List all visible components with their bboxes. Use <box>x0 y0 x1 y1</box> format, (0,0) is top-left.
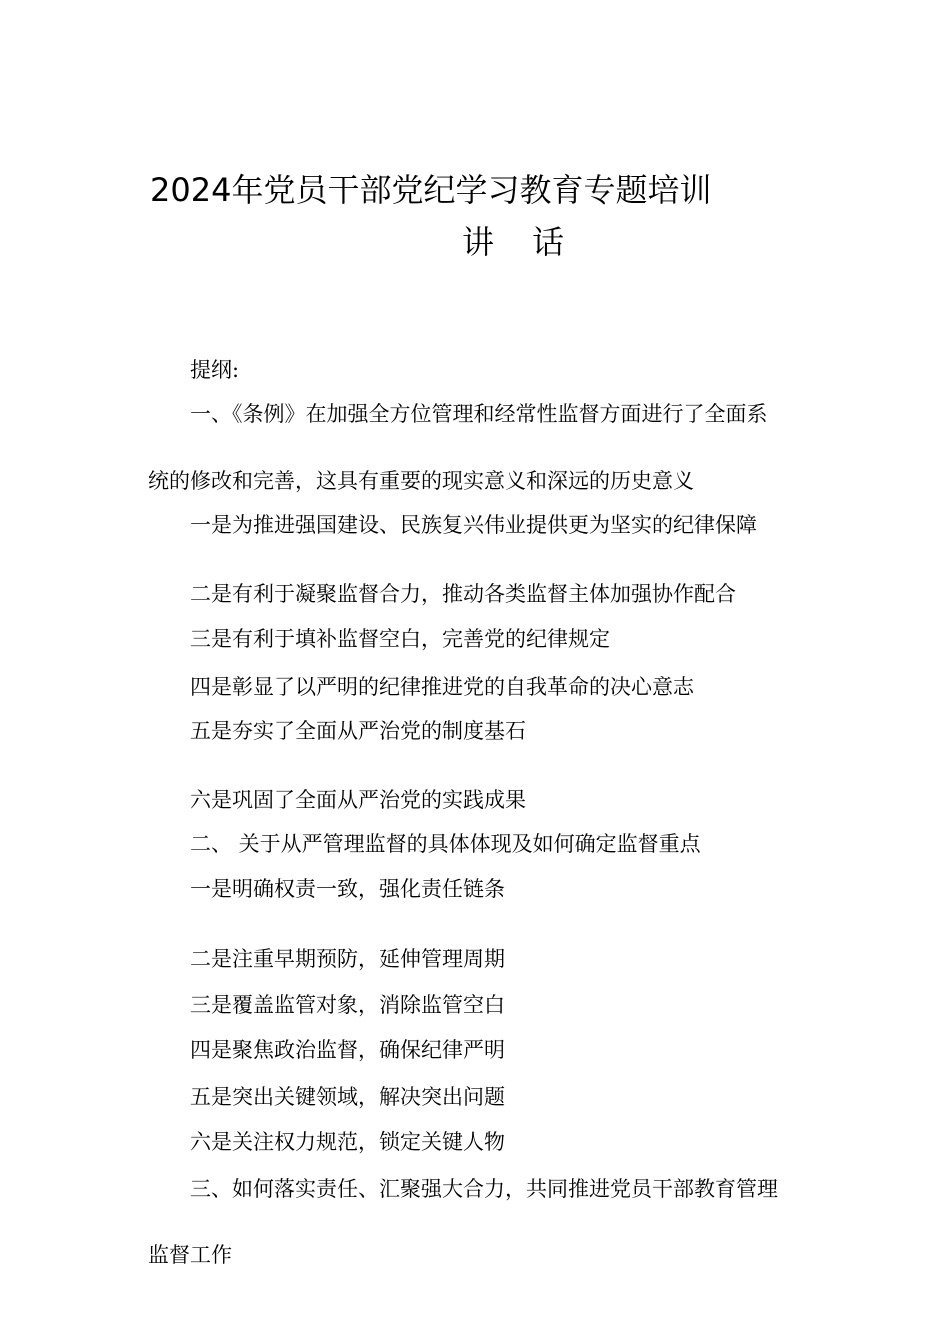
section-2-item-5: 五是突出关键领域，解决突出问题 <box>190 1085 505 1109</box>
section-2-item-6: 六是关注权力规范，锁定关键人物 <box>190 1130 505 1154</box>
section-2-heading: 二、 关于从严管理监督的具体体现及如何确定监督重点 <box>190 832 701 856</box>
section-1-item-4: 四是彰显了以严明的纪律推进党的自我革命的决心意志 <box>190 675 694 699</box>
section-2-item-4: 四是聚焦政治监督，确保纪律严明 <box>190 1038 505 1062</box>
section-1-item-2: 二是有利于凝聚监督合力，推动各类监督主体加强协作配合 <box>190 582 736 606</box>
section-1-item-6: 六是巩固了全面从严治党的实践成果 <box>190 788 526 812</box>
section-1-item-5: 五是夯实了全面从严治党的制度基石 <box>190 719 526 743</box>
section-2-item-2: 二是注重早期预防，延伸管理周期 <box>190 947 505 971</box>
section-3-heading-part-1: 三、如何落实责任、汇聚强大合力，共同推进党员干部教育管理 <box>190 1177 778 1201</box>
section-3-heading-part-2: 监督工作 <box>148 1243 232 1267</box>
section-2-item-3: 三是覆盖监管对象，消除监管空白 <box>190 993 505 1017</box>
document-title-line-2: 讲 话 <box>462 223 579 261</box>
section-1-item-3: 三是有利于填补监督空白，完善党的纪律规定 <box>190 627 610 651</box>
document-title-line-1: 2024年党员干部党纪学习教育专题培训 <box>150 171 712 209</box>
section-1-heading-part-2: 统的修改和完善，这具有重要的现实意义和深远的历史意义 <box>148 469 694 493</box>
section-1-item-1: 一是为推进强国建设、民族复兴伟业提供更为坚实的纪律保障 <box>190 513 757 537</box>
section-1-heading-part-1: 一、《条例》在加强全方位管理和经常性监督方面进行了全面系 <box>190 402 768 426</box>
section-2-item-1: 一是明确权责一致，强化责任链条 <box>190 877 505 901</box>
outline-label: 提纲: <box>190 358 240 382</box>
